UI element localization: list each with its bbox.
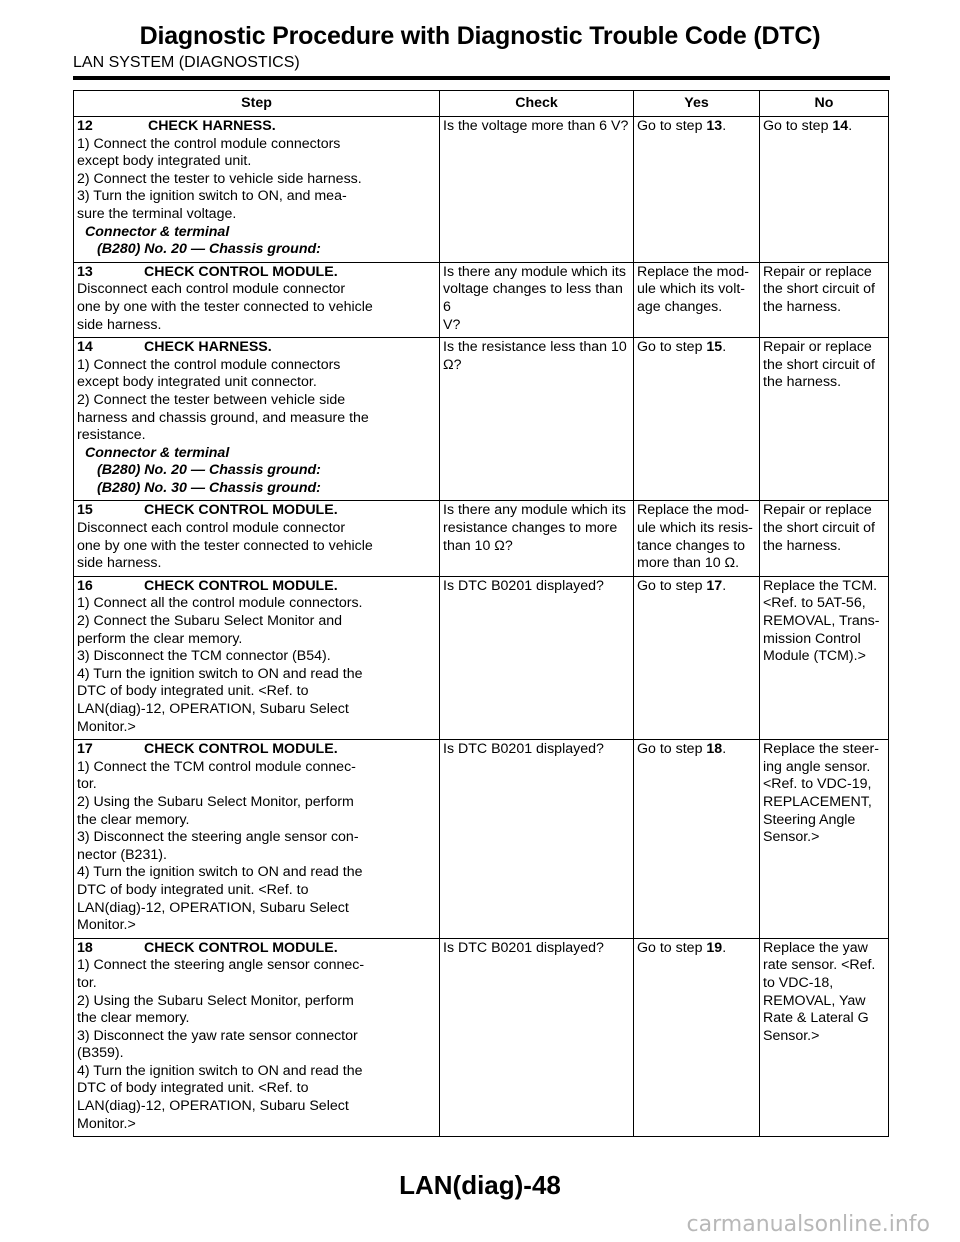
connector-terminal-spec: (B280) No. 30 — Chassis ground: [97, 479, 321, 496]
step-text-line: 2) Connect the Subaru Select Monitor and [77, 613, 342, 630]
yes-goto-prefix: Go to step [637, 741, 707, 758]
yes-cell [634, 501, 760, 576]
step-number: 12 [77, 118, 93, 134]
step-cell [74, 938, 440, 1137]
step-cell [74, 501, 440, 576]
step-text-line: resistance. [77, 427, 146, 444]
no-text-line: the harness. [763, 374, 842, 391]
step-text-line: 3) Disconnect the yaw rate sensor connector [77, 1027, 358, 1044]
yes-goto-line [637, 118, 756, 136]
step-heading-line [77, 118, 436, 136]
check-cell [440, 117, 634, 263]
step-text-line: sure the terminal voltage. [77, 205, 237, 222]
step-text-line: Disconnect each control module connector [77, 281, 346, 298]
yes-goto-step: 19 [706, 939, 723, 956]
connector-terminal-label: Connector & terminal [85, 223, 230, 240]
check-cell [440, 262, 634, 337]
step-text-line: 3) Disconnect the TCM connector (B54). [77, 648, 331, 665]
yes-goto-suffix: . [722, 118, 727, 134]
no-cell [760, 501, 889, 576]
step-cell [74, 262, 440, 337]
yes-goto-line [637, 578, 756, 596]
no-text-line: ing angle sensor. [763, 758, 871, 775]
step-text-line: 1) Connect the TCM control module connec- [77, 758, 356, 775]
check-text-line: resistance changes to more [443, 520, 618, 537]
no-cell [760, 338, 889, 501]
step-text-line: Monitor.> [77, 917, 136, 934]
check-text-line: Is there any module which its [443, 263, 626, 280]
no-text-line: the short circuit of [763, 356, 875, 373]
step-cell [74, 740, 440, 939]
step-text-line: Disconnect each control module connector [77, 520, 346, 537]
step-text-line: 2) Using the Subaru Select Monitor, perform [77, 992, 354, 1009]
connector-terminal-spec: (B280) No. 20 — Chassis ground: [97, 462, 321, 479]
no-text-line: Sensor.> [763, 829, 820, 846]
diagnostic-steps-table [73, 90, 889, 1137]
no-text-line: <Ref. to VDC-19, [763, 776, 872, 793]
step-heading-line [77, 502, 436, 520]
step-text-line: tor. [77, 974, 97, 991]
step-number: 15 [77, 502, 93, 519]
step-text-line: 4) Turn the ignition switch to ON and read the [77, 1062, 363, 1079]
step-text-line: harness and chassis ground, and measure the [77, 409, 369, 426]
no-cell [760, 576, 889, 739]
yes-cell [634, 262, 760, 337]
no-text-line: REMOVAL, Yaw [763, 992, 866, 1009]
table-row [74, 938, 889, 1137]
step-heading: CHECK CONTROL MODULE. [144, 263, 338, 280]
step-text-line: 2) Connect the tester to vehicle side harness. [77, 170, 362, 187]
check-text-line: Ω? [443, 356, 462, 373]
table-row [74, 576, 889, 739]
step-text-line: LAN(diag)-12, OPERATION, Subaru Select [77, 899, 349, 916]
yes-cell [634, 740, 760, 939]
step-heading: CHECK CONTROL MODULE. [144, 577, 338, 594]
step-heading: CHECK CONTROL MODULE. [144, 502, 338, 519]
no-text-line: mission Control [763, 630, 861, 647]
step-text-line: 1) Connect all the control module connectors. [77, 595, 363, 612]
step-text-line: one by one with the tester connected to vehicle [77, 537, 373, 554]
yes-goto-prefix: Go to step [637, 339, 707, 356]
no-text-line: the short circuit of [763, 281, 875, 298]
step-text-line: 2) Connect the tester between vehicle side [77, 391, 346, 408]
yes-goto-step: 13 [706, 118, 723, 134]
no-text-line: Repair or replace [763, 339, 872, 356]
step-text-line: 4) Turn the ignition switch to ON and read the [77, 665, 363, 682]
no-text-line: REMOVAL, Trans- [763, 613, 880, 630]
step-heading-line [77, 940, 436, 958]
yes-goto-suffix: . [722, 741, 727, 758]
header-rule [73, 76, 890, 80]
step-text-line: one by one with the tester connected to vehicle [77, 298, 373, 315]
check-cell [440, 501, 634, 576]
table-row [74, 262, 889, 337]
yes-goto-prefix: Go to step [637, 577, 707, 594]
step-cell [74, 338, 440, 501]
yes-cell [634, 117, 760, 263]
step-text-line: side harness. [77, 316, 162, 333]
step-number: 17 [77, 741, 93, 758]
yes-goto-line [637, 940, 756, 958]
step-text-line: LAN(diag)-12, OPERATION, Subaru Select [77, 1098, 349, 1115]
step-text-line: Monitor.> [77, 718, 136, 735]
step-text-line: DTC of body integrated unit. <Ref. to [77, 683, 309, 700]
no-text-line: Sensor.> [763, 1027, 820, 1044]
no-text-line: Module (TCM).> [763, 648, 866, 665]
watermark: carmanualsonline.info [686, 1212, 930, 1237]
check-cell [440, 740, 634, 939]
step-number: 14 [77, 339, 93, 356]
yes-goto-step: 18 [706, 741, 723, 758]
yes-cell [634, 338, 760, 501]
no-goto-suffix: . [848, 118, 853, 134]
no-text-line: REPLACEMENT, [763, 793, 872, 810]
yes-text-line: Replace the mod- [637, 263, 749, 280]
no-goto-prefix: Go to step [763, 118, 833, 134]
check-cell [440, 938, 634, 1137]
step-cell [74, 117, 440, 263]
step-heading: CHECK HARNESS. [144, 118, 276, 134]
step-text-line: side harness. [77, 555, 162, 572]
no-cell [760, 740, 889, 939]
step-heading-line [77, 339, 436, 357]
step-text-line: 1) Connect the steering angle sensor connec- [77, 957, 365, 974]
step-heading-line [77, 264, 436, 282]
step-text-line: LAN(diag)-12, OPERATION, Subaru Select [77, 701, 349, 717]
no-text-line: Replace the TCM. [763, 577, 878, 594]
no-text-line: Replace the steer- [763, 741, 879, 758]
step-text-line: DTC of body integrated unit. <Ref. to [77, 881, 309, 898]
no-text-line: <Ref. to 5AT-56, [763, 595, 866, 612]
step-text-line: 3) Disconnect the steering angle sensor con- [77, 829, 359, 846]
step-text-line: 1) Connect the control module connectors [77, 135, 341, 152]
step-heading-line [77, 578, 436, 596]
yes-text-line: more than 10 Ω. [637, 555, 740, 572]
no-text-line: to VDC-18, [763, 974, 834, 991]
step-heading: CHECK CONTROL MODULE. [144, 939, 338, 956]
step-text-line: 2) Using the Subaru Select Monitor, perform [77, 793, 354, 810]
step-heading: CHECK CONTROL MODULE. [144, 741, 338, 758]
check-text-line: Is the voltage more than 6 V? [443, 118, 629, 134]
yes-goto-line [637, 741, 756, 759]
no-text-line: the short circuit of [763, 520, 875, 537]
yes-cell [634, 938, 760, 1137]
yes-goto-step: 17 [706, 577, 723, 594]
table-body [74, 117, 889, 1137]
no-text-line: Repair or replace [763, 502, 872, 519]
step-text-line: nector (B231). [77, 846, 167, 863]
step-heading: CHECK HARNESS. [144, 339, 272, 356]
col-header-check: Check [440, 91, 634, 117]
check-cell [440, 338, 634, 501]
no-goto-step: 14 [832, 118, 849, 134]
yes-goto-suffix: . [722, 339, 727, 356]
check-text-line: Is DTC B0201 displayed? [443, 577, 604, 594]
step-heading-line [77, 741, 436, 759]
col-header-yes: Yes [634, 91, 760, 117]
no-text-line: Rate & Lateral G [763, 1010, 869, 1027]
check-text-line: Is DTC B0201 displayed? [443, 939, 604, 956]
yes-goto-step: 15 [706, 339, 723, 356]
step-text-line: the clear memory. [77, 811, 190, 828]
no-text-line: Replace the yaw [763, 939, 868, 956]
yes-cell [634, 576, 760, 739]
check-text-line: V? [443, 316, 461, 333]
no-text-line: the harness. [763, 298, 842, 315]
page-title: Diagnostic Procedure with Diagnostic Trouble Code (DTC) [139, 22, 821, 50]
yes-text-line: tance changes to [637, 537, 746, 554]
step-cell [74, 576, 440, 739]
yes-goto-suffix: . [722, 577, 727, 594]
connector-terminal-spec: (B280) No. 20 — Chassis ground: [97, 241, 321, 258]
table-row [74, 117, 889, 263]
yes-text-line: ule which its volt- [637, 281, 746, 298]
yes-goto-prefix: Go to step [637, 939, 707, 956]
table-row [74, 338, 889, 501]
no-goto-line [763, 118, 885, 136]
no-cell [760, 117, 889, 263]
check-cell [440, 576, 634, 739]
check-text-line: Is DTC B0201 displayed? [443, 741, 604, 758]
yes-text-line: Replace the mod- [637, 502, 749, 519]
no-text-line: Steering Angle [763, 811, 856, 828]
step-text-line: 1) Connect the control module connectors [77, 356, 341, 373]
page-number: LAN(diag)-48 [399, 1170, 561, 1200]
no-cell [760, 938, 889, 1137]
step-number: 16 [77, 577, 93, 594]
connector-terminal-label: Connector & terminal [85, 444, 230, 461]
yes-goto-suffix: . [722, 939, 727, 956]
step-text-line: 4) Turn the ignition switch to ON and read the [77, 864, 363, 881]
check-text-line: voltage changes to less than 6 [443, 281, 623, 315]
step-text-line: perform the clear memory. [77, 630, 243, 647]
yes-goto-line [637, 339, 756, 357]
no-text-line: rate sensor. <Ref. [763, 957, 876, 974]
col-header-no: No [760, 91, 889, 117]
section-subtitle: LAN SYSTEM (DIAGNOSTICS) [73, 54, 300, 71]
step-text-line: 3) Turn the ignition switch to ON, and mea- [77, 188, 347, 205]
step-text-line: DTC of body integrated unit. <Ref. to [77, 1080, 309, 1097]
yes-text-line: age changes. [637, 298, 723, 315]
check-text-line: than 10 Ω? [443, 537, 513, 554]
step-text-line: except body integrated unit. [77, 153, 252, 170]
step-text-line: (B359). [77, 1045, 124, 1062]
step-text-line: Monitor.> [77, 1115, 136, 1132]
yes-goto-prefix: Go to step [637, 118, 707, 134]
check-text-line: Is the resistance less than 10 [443, 339, 627, 356]
no-text-line: the harness. [763, 537, 842, 554]
step-number: 18 [77, 939, 93, 956]
check-text-line: Is there any module which its [443, 502, 626, 519]
step-number: 13 [77, 263, 93, 280]
no-cell [760, 262, 889, 337]
table-row [74, 501, 889, 576]
step-text-line: except body integrated unit connector. [77, 374, 317, 391]
step-text-line: the clear memory. [77, 1010, 190, 1027]
yes-text-line: ule which its resis- [637, 520, 753, 537]
no-text-line: Repair or replace [763, 263, 872, 280]
step-text-line: tor. [77, 776, 97, 793]
table-header-row [74, 91, 889, 117]
col-header-step: Step [74, 91, 440, 117]
table-row [74, 740, 889, 939]
